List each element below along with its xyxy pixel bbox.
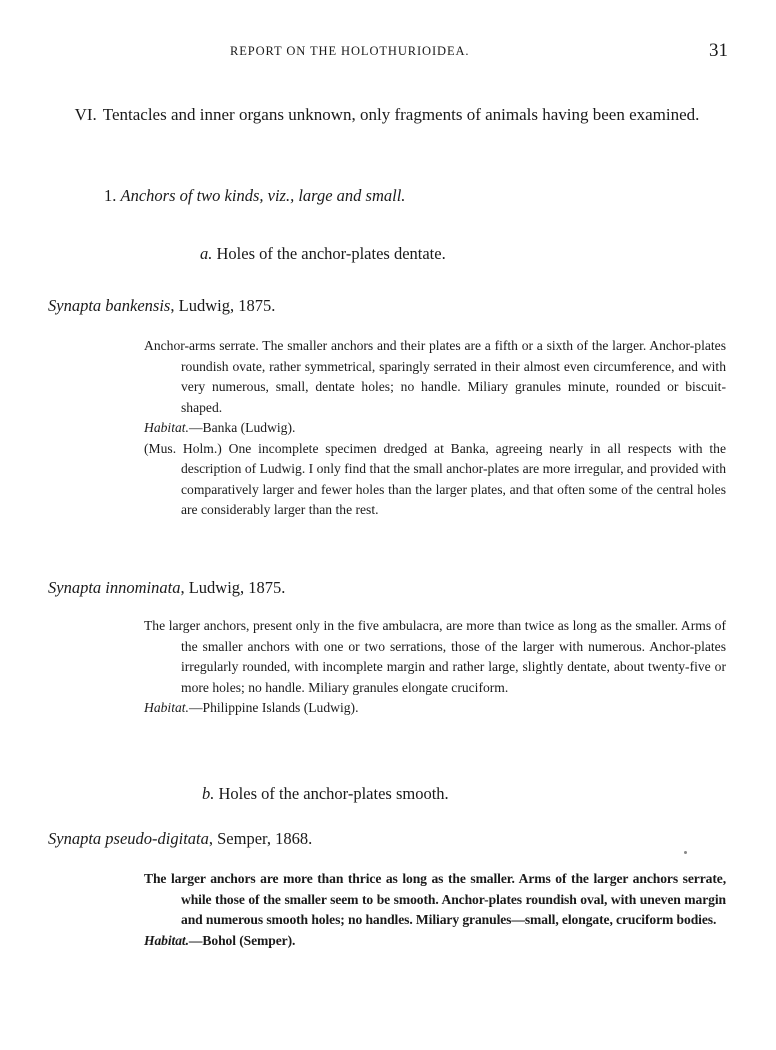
species-name: Synapta innominata: [48, 578, 181, 597]
habitat-label: Habitat.: [144, 700, 189, 715]
habitat-label: Habitat.: [144, 420, 189, 435]
species-description: The larger anchors are more than thrice as long as the smaller. Arms of the larger anchors serrate, while those of the smaller seem to be smooth. Anchor-plates roundish oval, with uneven margin and numerous smooth holes; no handles. Miliary granules—small, elongate, cruciform bodies.: [144, 871, 726, 927]
species-name: Synapta bankensis: [48, 296, 171, 315]
species-description-block: [144, 616, 726, 719]
species-habitat: [144, 931, 726, 952]
subsection-heading: [104, 186, 405, 206]
species-heading: [48, 829, 312, 849]
species-description: Anchor-arms serrate. The smaller anchors and their plates are a fifth or a sixth of the larger. Anchor-plates roundish ovate, rather symmetrical, sparingly serrated in their almost even circumference, and with very numerous, small, dentate holes; no handle. Miliary granules minute, rounded or biscuit-shaped.: [144, 338, 726, 415]
subsection-title: Anchors of two kinds, viz., large and small.: [120, 186, 406, 205]
habitat-locality: —Philippine Islands (Ludwig).: [188, 700, 359, 715]
group-b-heading: [202, 784, 449, 804]
running-title: REPORT ON THE HOLOTHURIOIDEA.: [230, 44, 470, 58]
species-habitat: [144, 418, 726, 439]
species-description-block: [144, 869, 726, 951]
species-habitat: [144, 698, 726, 719]
section-number: VI.: [74, 105, 97, 124]
species-heading: [48, 578, 285, 598]
species-authority: , Ludwig, 1875.: [170, 296, 276, 315]
species-authority: , Semper, 1868.: [208, 829, 313, 848]
group-b-letter: b.: [202, 784, 215, 803]
habitat-locality: —Bohol (Semper).: [188, 932, 296, 948]
print-speck: [684, 851, 687, 854]
species-description: The larger anchors, present only in the five ambulacra, are more than twice as long as the smaller. Arms of the smaller anchors with one or two serrations, those of the larger with numerous. Anchor-plates irregularly rounded, with incomplete margin and rather large, slightly dentate, about twenty-five or more holes; no handle. Miliary granules elongate cruciform.: [144, 618, 726, 695]
species-authority: , Ludwig, 1875.: [180, 578, 286, 597]
species-name: Synapta pseudo-digitata: [48, 829, 209, 848]
page-number: 31: [709, 40, 728, 61]
species-heading: [48, 296, 275, 316]
subsection-number: 1.: [104, 186, 117, 205]
group-b-title: Holes of the anchor-plates smooth.: [218, 784, 449, 803]
species-description-block: [144, 336, 726, 521]
habitat-locality: —Banka (Ludwig).: [188, 420, 296, 435]
group-a-heading: [200, 244, 446, 264]
group-a-letter: a.: [200, 244, 213, 263]
group-a-title: Holes of the anchor-plates dentate.: [216, 244, 446, 263]
section-title: Tentacles and inner organs unknown, only fragments of animals having been examined.: [102, 105, 700, 124]
species-note: (Mus. Holm.) One incomplete specimen dredged at Banka, agreeing nearly in all respects with the description of Ludwig. I only find that the small anchor-plates are more irregular, and provided with comparatively larger and fewer holes than the larger plates, and that often some of the central holes are considerably larger than the rest.: [144, 440, 726, 517]
section-heading: [46, 104, 728, 126]
habitat-label: Habitat.: [144, 932, 189, 948]
running-header: [0, 40, 776, 66]
